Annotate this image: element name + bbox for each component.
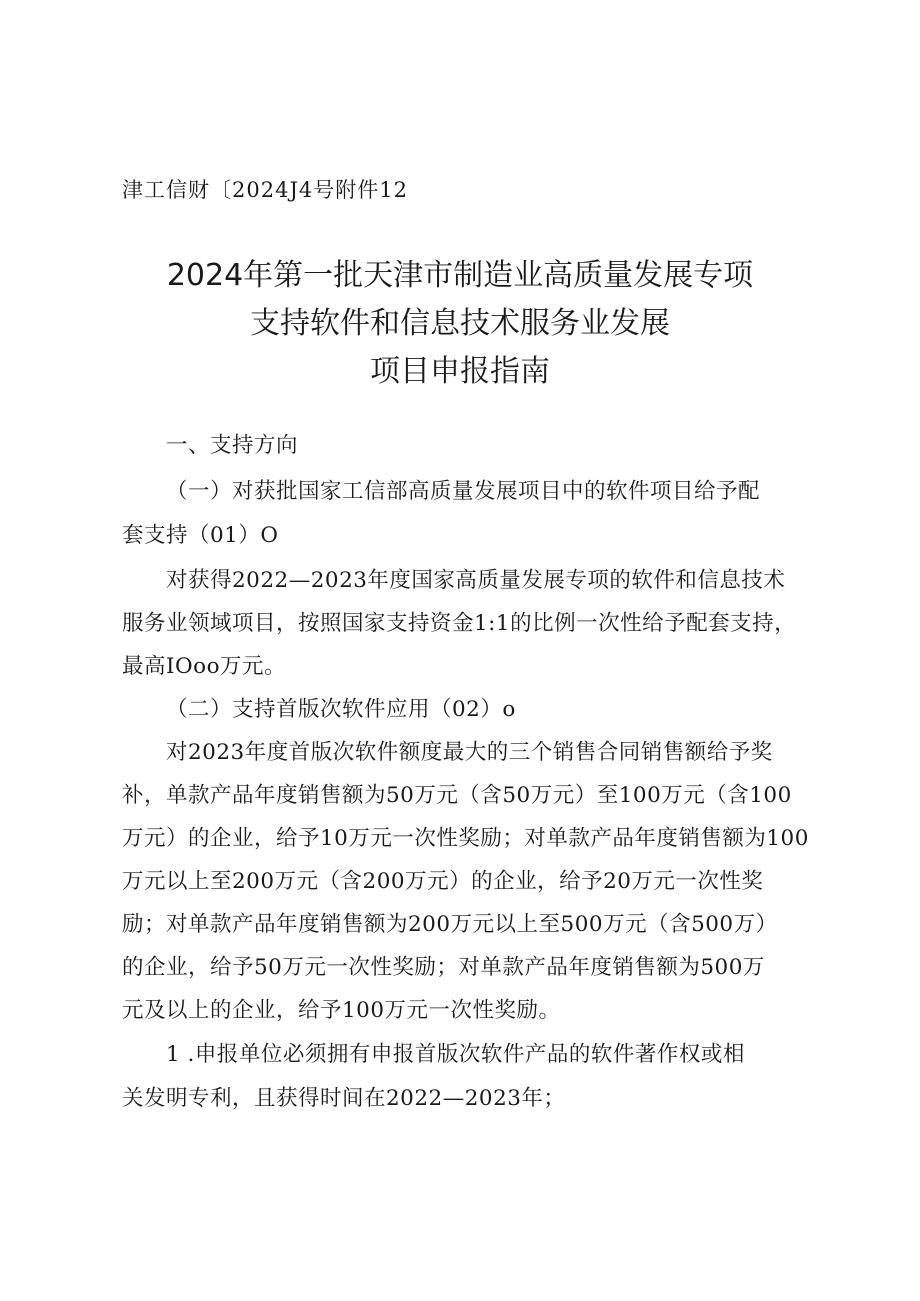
- paragraph-line: 对2023年度首版次软件额度最大的三个销售合同销售额给予奖: [166, 740, 773, 765]
- paragraph-line: 万元以上至200万元（含200万元）的企业，给予20万元一次性奖: [122, 869, 764, 894]
- document-reference: 津工信财〔2024J4号附件12: [122, 178, 408, 202]
- paragraph-line: 励；对单款产品年度销售额为200万元以上至500万元（含500万）: [122, 912, 778, 937]
- title-line-2: 支持软件和信息技术服务业发展: [250, 306, 670, 341]
- item1-heading-line: （一）对获批国家工信部高质量发展项目中的软件项目给予配: [166, 479, 761, 504]
- item1-heading-line: 套支持（01）O: [122, 523, 279, 548]
- paragraph-line: 元及以上的企业，给予100万元一次性奖励。: [122, 998, 561, 1023]
- paragraph-line: 补，单款产品年度销售额为50万元（含50万元）至100万元（含100: [122, 783, 792, 808]
- paragraph-line: 最高IOoo万元。: [122, 654, 287, 679]
- document-title: [0, 252, 920, 396]
- title-line-3: 项目申报指南: [370, 354, 550, 389]
- paragraph-line: 的企业，给予50万元一次性奖励；对单款产品年度销售额为500万: [122, 955, 765, 980]
- requirement-line: 1 .申报单位必须拥有申报首版次软件产品的软件著作权或相: [166, 1042, 745, 1067]
- paragraph-line: 对获得2022—2023年度国家高质量发展专项的软件和信息技术: [166, 568, 786, 593]
- paragraph-line: 服务业领域项目，按照国家支持资金1:1的比例一次性给予配套支持，: [122, 611, 797, 636]
- item2-heading-line: （二）支持首版次软件应用（02）o: [166, 697, 516, 722]
- paragraph-line: 万元）的企业，给予10万元一次性奖励；对单款产品年度销售额为100: [122, 826, 809, 851]
- requirement-line: 关发明专利，且获得时间在2022—2023年；: [122, 1086, 566, 1111]
- title-line-1: 2024年第一批天津市制造业高质量发展专项: [166, 258, 754, 293]
- section-heading: 一、支持方向: [166, 433, 299, 458]
